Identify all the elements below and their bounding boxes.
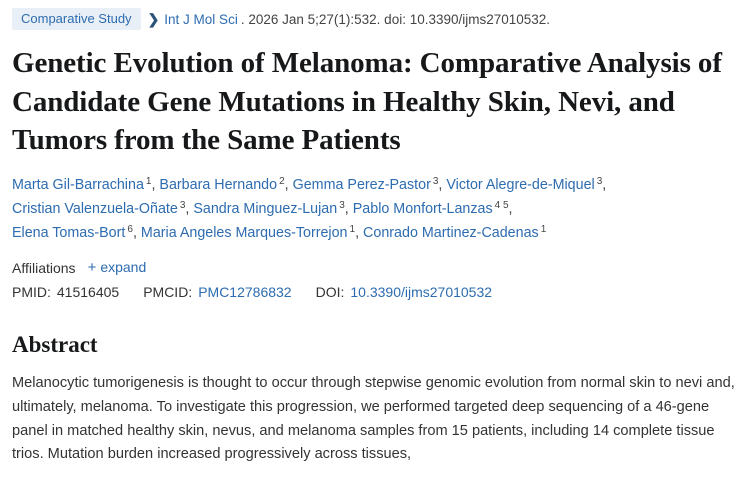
author-separator: , [132,225,137,242]
author-separator: , [185,201,190,218]
author-name[interactable]: Maria Angeles Marques-Torrejon [140,225,348,242]
author-affiliation-ref: 3 [179,199,186,211]
author-affiliation-ref: 2 [279,175,285,187]
author-item [12,201,193,217]
author-separator: , [355,225,360,242]
pmcid-label: PMCID: [143,284,193,301]
author-affiliation-ref: 6 [127,223,133,235]
author-name[interactable]: Marta Gil-Barrachina [12,177,144,194]
author-affiliation-ref: 1 [540,223,547,235]
pmid-label: PMID: [12,284,51,301]
affiliations-label: Affiliations [12,259,76,276]
author-name[interactable]: Sandra Minguez-Lujan [193,201,338,218]
author-affiliation-ref: 4 5 [494,199,509,211]
author-affiliation-ref: 1 [349,223,356,235]
author-item [159,177,292,193]
affiliations-row [12,259,738,276]
journal-link[interactable]: Int J Mol Sci [164,11,238,27]
author-name[interactable]: Cristian Valenzuela-Oñate [12,201,178,218]
pmcid-link[interactable]: PMC12786832 [198,284,292,301]
expand-affiliations-button[interactable] [88,259,147,276]
author-name[interactable]: Barbara Hernando [159,177,278,194]
author-separator: , [151,177,156,194]
author-name[interactable]: Elena Tomas-Bort [12,225,126,242]
author-affiliation-ref: 3 [339,199,345,211]
chevron-right-icon: ❯ [147,10,160,27]
publication-type-badge[interactable]: Comparative Study [12,8,141,30]
author-separator: , [602,177,607,194]
author-separator: , [344,201,349,218]
identifier-row [12,284,738,300]
expand-label: expand [100,259,147,276]
citation-details: . 2026 Jan 5;27(1):532. doi: 10.3390/ijms27010532. [240,11,551,27]
author-item [363,225,546,241]
author-affiliation-ref: 1 [145,175,152,187]
doi-label: DOI: [315,284,345,301]
author-item [353,201,513,217]
plus-icon: + [87,259,97,277]
pmid-value: 41516405 [56,284,120,301]
author-item [193,201,352,217]
author-separator: , [508,201,513,218]
abstract-heading: Abstract [12,332,98,358]
author-item [12,225,141,241]
author-separator: , [284,177,289,194]
citation-line [12,8,738,30]
author-name[interactable]: Pablo Monfort-Lanzas [352,201,493,218]
author-item [446,177,606,193]
page-title: Genetic Evolution of Melanoma: Comparative Analysis of Candidate Gene Mutations in Healthy Skin, Nevi, and Tumors from the Same Patients [12,47,722,157]
author-name[interactable]: Conrado Martinez-Cadenas [363,225,539,242]
doi-link[interactable]: 10.3390/ijms27010532 [350,284,493,301]
author-item [141,225,363,241]
author-name[interactable]: Gemma Perez-Pastor [292,177,431,194]
author-affiliation-ref: 3 [596,175,603,187]
abstract-text: Melanocytic tumorigenesis is thought to occur through stepwise genomic evolution from normal skin to nevi and, ultimately, melanoma. To investigate this progression, we performed targeted deep sequencing of a 46-gene panel in matched healthy skin, nevus, and melanoma samples from 15 patients, including 14 complete tissue trios. Mutation burden increased progressively across tissues, [12,375,735,463]
author-name[interactable]: Victor Alegre-de-Miquel [446,177,595,194]
author-item [293,177,447,193]
author-item [12,177,159,193]
author-affiliation-ref: 3 [432,175,439,187]
author-separator: , [438,177,443,194]
author-list [12,174,738,246]
